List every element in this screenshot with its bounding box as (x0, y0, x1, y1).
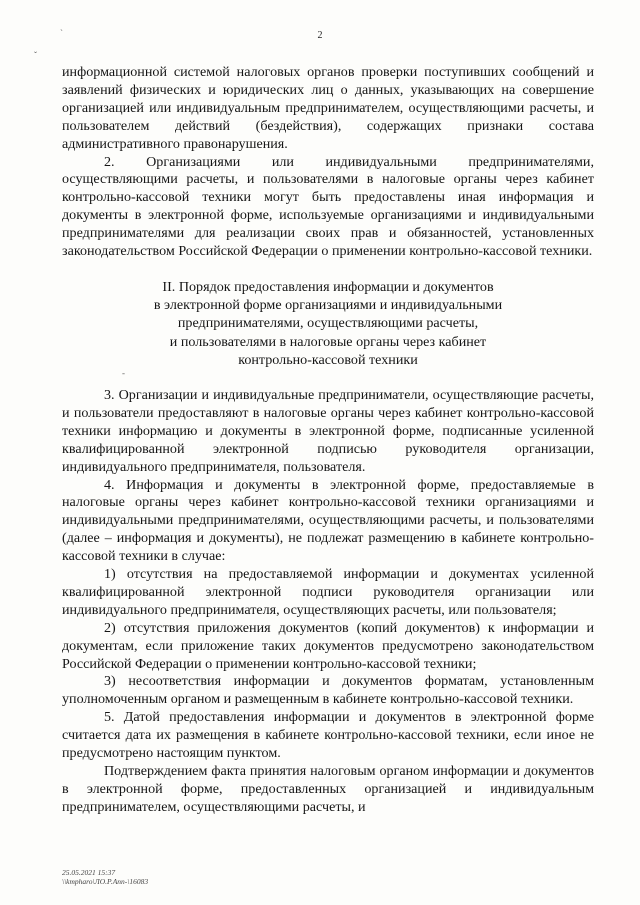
list-item: 3) несоответствия информации и документов форматам, установленным уполномоченным органом и размещенным в кабинете контрольно-кассовой техники. (62, 673, 594, 708)
scan-mark: - (122, 368, 125, 378)
paragraph: 4. Информация и документы в электронной форме, предоставляемые в налоговые органы через кабинет контрольно-кассовой техники организациями и индивидуальными предпринимателями, осуществляющими расчеты, и пользователями (далее – информация и документы), не подлежат размещению в кабинете контрольно-кассовой техники в случае: (62, 476, 594, 565)
heading-line: контрольно-кассовой техники (238, 351, 418, 368)
footer-path: \\kmpharo\ЛО.Р.Ann-\16083 (62, 877, 149, 886)
paragraph: Подтверждением факта принятия налоговым органом информации и документов в электронной форме, предоставленных организацией и индивидуальным предпринимателем, осуществляющими расчеты, и (62, 763, 594, 815)
heading-line: в электронной форме организациями и индивидуальными (153, 297, 503, 314)
paragraph: информационной системой налоговых органов проверки поступивших сообщений и заявлений физических и юридических лиц о данных, указывающих на совершение организацией или индивидуальным предпринимателем, осуществляющими расчеты, и пользователем действий (бездействия), содержащих признаки состава административного правонарушения. (62, 64, 594, 152)
paragraph: 3. Организации и индивидуальные предприниматели, осуществляющие расчеты, и пользователи предоставляют в налоговые органы через кабинет контрольно-кассовой техники информацию и документы в электронной форме, подписанные усиленной квалифицированной электронной подписью руководителя организации, индивидуального предпринимателя, пользователя. (62, 386, 594, 475)
footer (62, 868, 148, 886)
page-number: 2 (317, 30, 323, 41)
heading-line: и пользователями в налоговые органы через кабинет (169, 333, 487, 350)
scan-mark: ˇ (34, 50, 37, 60)
paragraph: 5. Датой предоставления информации и документов в электронной форме считается дата их размещения в кабинете контрольно-кассовой техники, если иное не предусмотрено настоящим пунктом. (62, 709, 594, 762)
footer-timestamp: 25.05.2021 15:37 (62, 868, 116, 877)
heading-line: предпринимателями, осуществляющими расчеты, (177, 315, 479, 332)
section-heading (62, 278, 594, 369)
scan-mark: ` (60, 28, 63, 38)
heading-line: II. Порядок предоставления информации и документов (162, 278, 494, 295)
document-body (62, 64, 594, 817)
paragraph: 2. Организациями или индивидуальными предпринимателями, осуществляющими расчеты, и пользователями в налоговые органы через кабинет контрольно-кассовой техники могут быть предоставлены иная информация и документы в электронной форме, используемые организациями и индивидуальными предпринимателями для реализации своих прав и обязанностей, установленных законодательством Российской Федерации о применении контрольно-кассовой техники. (62, 153, 594, 260)
list-item: 2) отсутствия приложения документов (копий документов) к информации и документам, если приложение таких документов предусмотрено законодательством Российской Федерации о применении контрольно-кассовой техники; (62, 619, 594, 672)
list-item: 1) отсутствия на предоставляемой информации и документах усиленной квалифицированной электронной подписи руководителя организации или индивидуального предпринимателя, осуществляющих расчеты, или пользователя; (62, 566, 594, 618)
